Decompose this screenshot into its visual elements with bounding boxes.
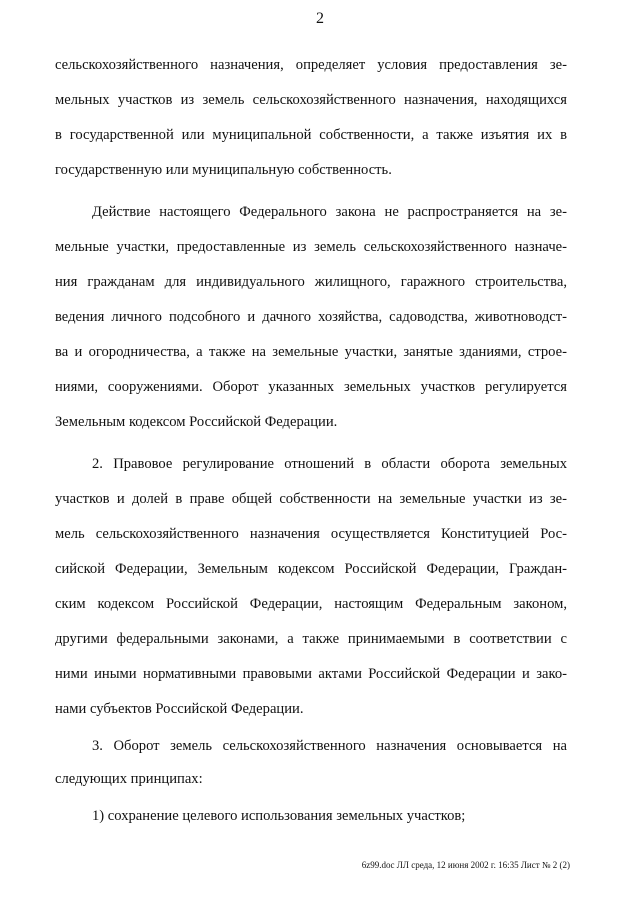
text-line: ским кодексом Российской Федерации, настоящим Федеральным законом, [55, 596, 567, 612]
text-line: нами субъектов Российской Федерации. [55, 701, 304, 717]
text-line: мельные участки, предоставленные из земель сельскохозяйственного назначе- [55, 239, 567, 255]
text-line: ния гражданам для индивидуального жилищного, гаражного строительства, [55, 274, 567, 290]
text-line: мельных участков из земель сельскохозяйственного назначения, находящихся [55, 92, 567, 108]
text-line: ва и огородничества, а также на земельные участки, занятые зданиями, строе- [55, 344, 567, 360]
paragraph-first-line: 2. Правовое регулирование отношений в области оборота земельных [92, 456, 567, 472]
paragraph-first-line: Действие настоящего Федерального закона не распространяется на зе- [92, 204, 567, 220]
list-item-line: 1) сохранение целевого использования земельных участков; [92, 808, 466, 824]
page-number: 2 [316, 10, 324, 27]
text-line: участков и долей в праве общей собственности на земельные участки из зе- [55, 491, 567, 507]
text-line: мель сельскохозяйственного назначения осуществляется Конституцией Рос- [55, 526, 567, 542]
text-line: другими федеральными законами, а также принимаемыми в соответствии с [55, 631, 567, 647]
text-line: сельскохозяйственного назначения, определяет условия предоставления зе- [55, 57, 567, 73]
text-line: ними иными нормативными правовыми актами Российской Федерации и зако- [55, 666, 567, 682]
text-line: ведения личного подсобного и дачного хозяйства, садоводства, животноводст- [55, 309, 567, 325]
text-line: следующих принципах: [55, 771, 203, 787]
text-line: государственную или муниципальную собственность. [55, 162, 392, 178]
text-line: в государственной или муниципальной собственности, а также изъятия их в [55, 127, 567, 143]
text-line: сийской Федерации, Земельным кодексом Российской Федерации, Граждан- [55, 561, 567, 577]
document-footer: 6z99.doc ЛЛ среда, 12 июня 2002 г. 16:35 Лист № 2 (2) [361, 860, 570, 870]
text-line: Земельным кодексом Российской Федерации. [55, 414, 338, 430]
paragraph-first-line: 3. Оборот земель сельскохозяйственного назначения основывается на [92, 738, 567, 754]
text-line: ниями, сооружениями. Оборот указанных земельных участков регулируется [55, 379, 567, 395]
